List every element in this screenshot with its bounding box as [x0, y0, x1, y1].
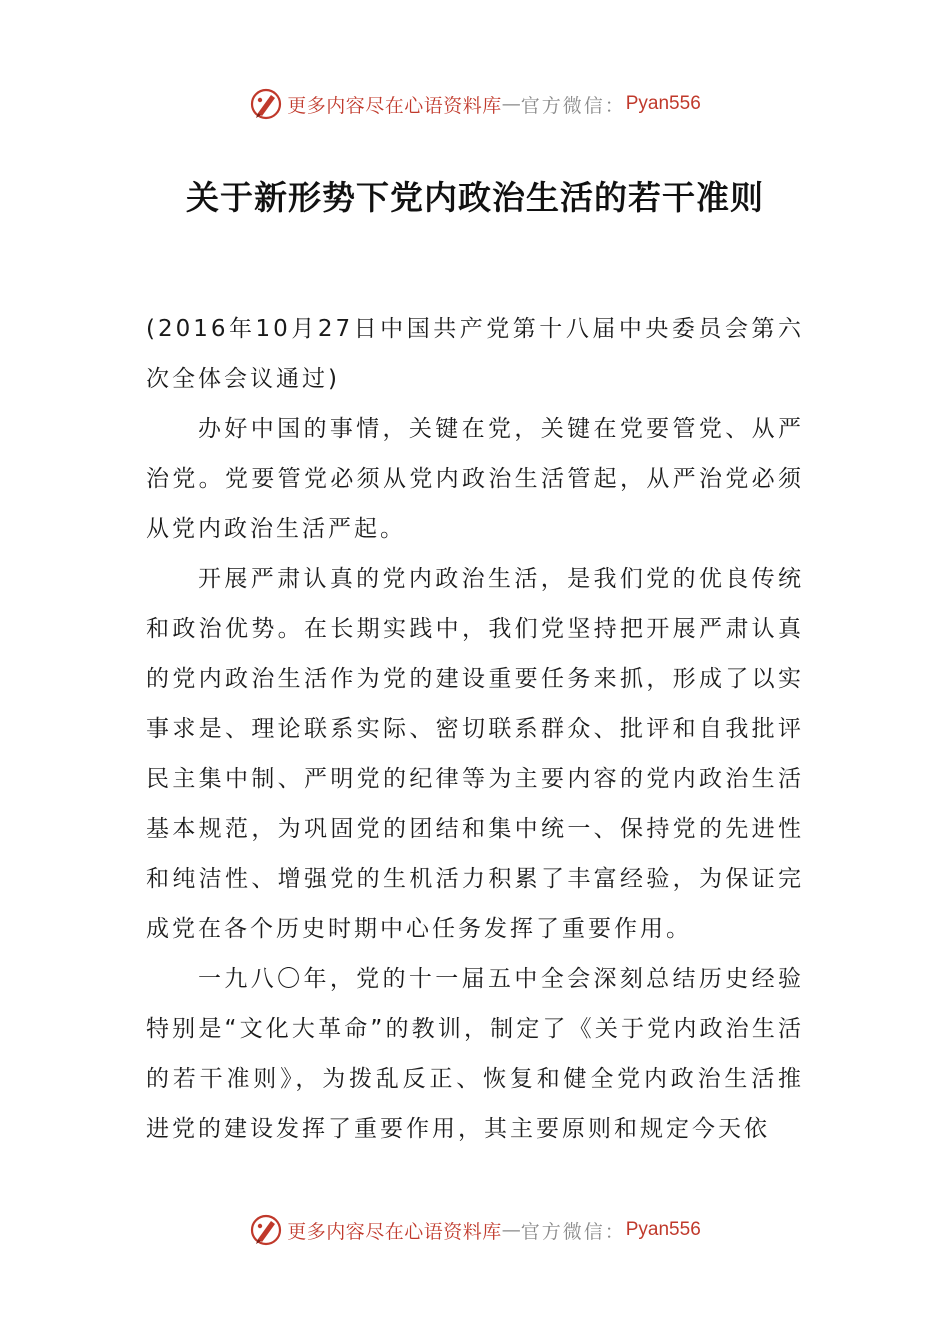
document-subtitle: (2016年10月27日中国共产党第十八届中央委员会第六次全体会议通过)	[146, 316, 804, 392]
header-watermark	[0, 82, 950, 126]
footer-watermark-content	[249, 1213, 701, 1247]
paragraph-2: 开展严肃认真的党内政治生活，是我们党的优良传统和政治优势。在长期实践中，我们党坚持把开展严肃认真的党内政治生活作为党的建设重要任务来抓，形成了以实事求是、理论联系实际、密切联系群众、批评和自我批评民主集中制、严明党的纪律等为主要内容的党内政治生活基本规范，为巩固党的团结和集中统一、保持党的先进性和纯洁性、增强党的生机活力积累了丰富经验，为保证完成党在各个历史时期中心任务发挥了重要作用。	[146, 566, 804, 942]
pen-logo-icon	[249, 1213, 283, 1247]
document-body	[146, 304, 804, 1154]
watermark-dash: —	[501, 93, 521, 115]
header-watermark-content	[249, 87, 701, 121]
watermark-wechat-label: 官方微信：	[520, 1220, 626, 1243]
paragraph-3: 一九八〇年，党的十一届五中全会深刻总结历史经验特别是“文化大革命”的教训，制定了《关于党内政治生活的若干准则》，为拨乱反正、恢复和健全党内政治生活推进党的建设发挥了重要作用，其主要原则和规定今天依	[146, 966, 804, 1142]
pen-logo-icon	[249, 87, 283, 121]
paragraph-1: 办好中国的事情，关键在党，关键在党要管党、从严治党。党要管党必须从党内政治生活管起，从严治党必须从党内政治生活严起。	[146, 416, 804, 542]
watermark-text: 更多内容尽在心语资料库	[287, 94, 502, 117]
footer-watermark	[0, 1208, 950, 1252]
watermark-wechat-id: Pyan556	[625, 93, 701, 114]
watermark-wechat-id: Pyan556	[625, 1219, 701, 1240]
watermark-dash: —	[501, 1219, 521, 1241]
watermark-text: 更多内容尽在心语资料库	[287, 1220, 502, 1243]
watermark-wechat-label: 官方微信：	[520, 94, 626, 117]
document-title: 关于新形势下党内政治生活的若干准则	[186, 178, 764, 217]
